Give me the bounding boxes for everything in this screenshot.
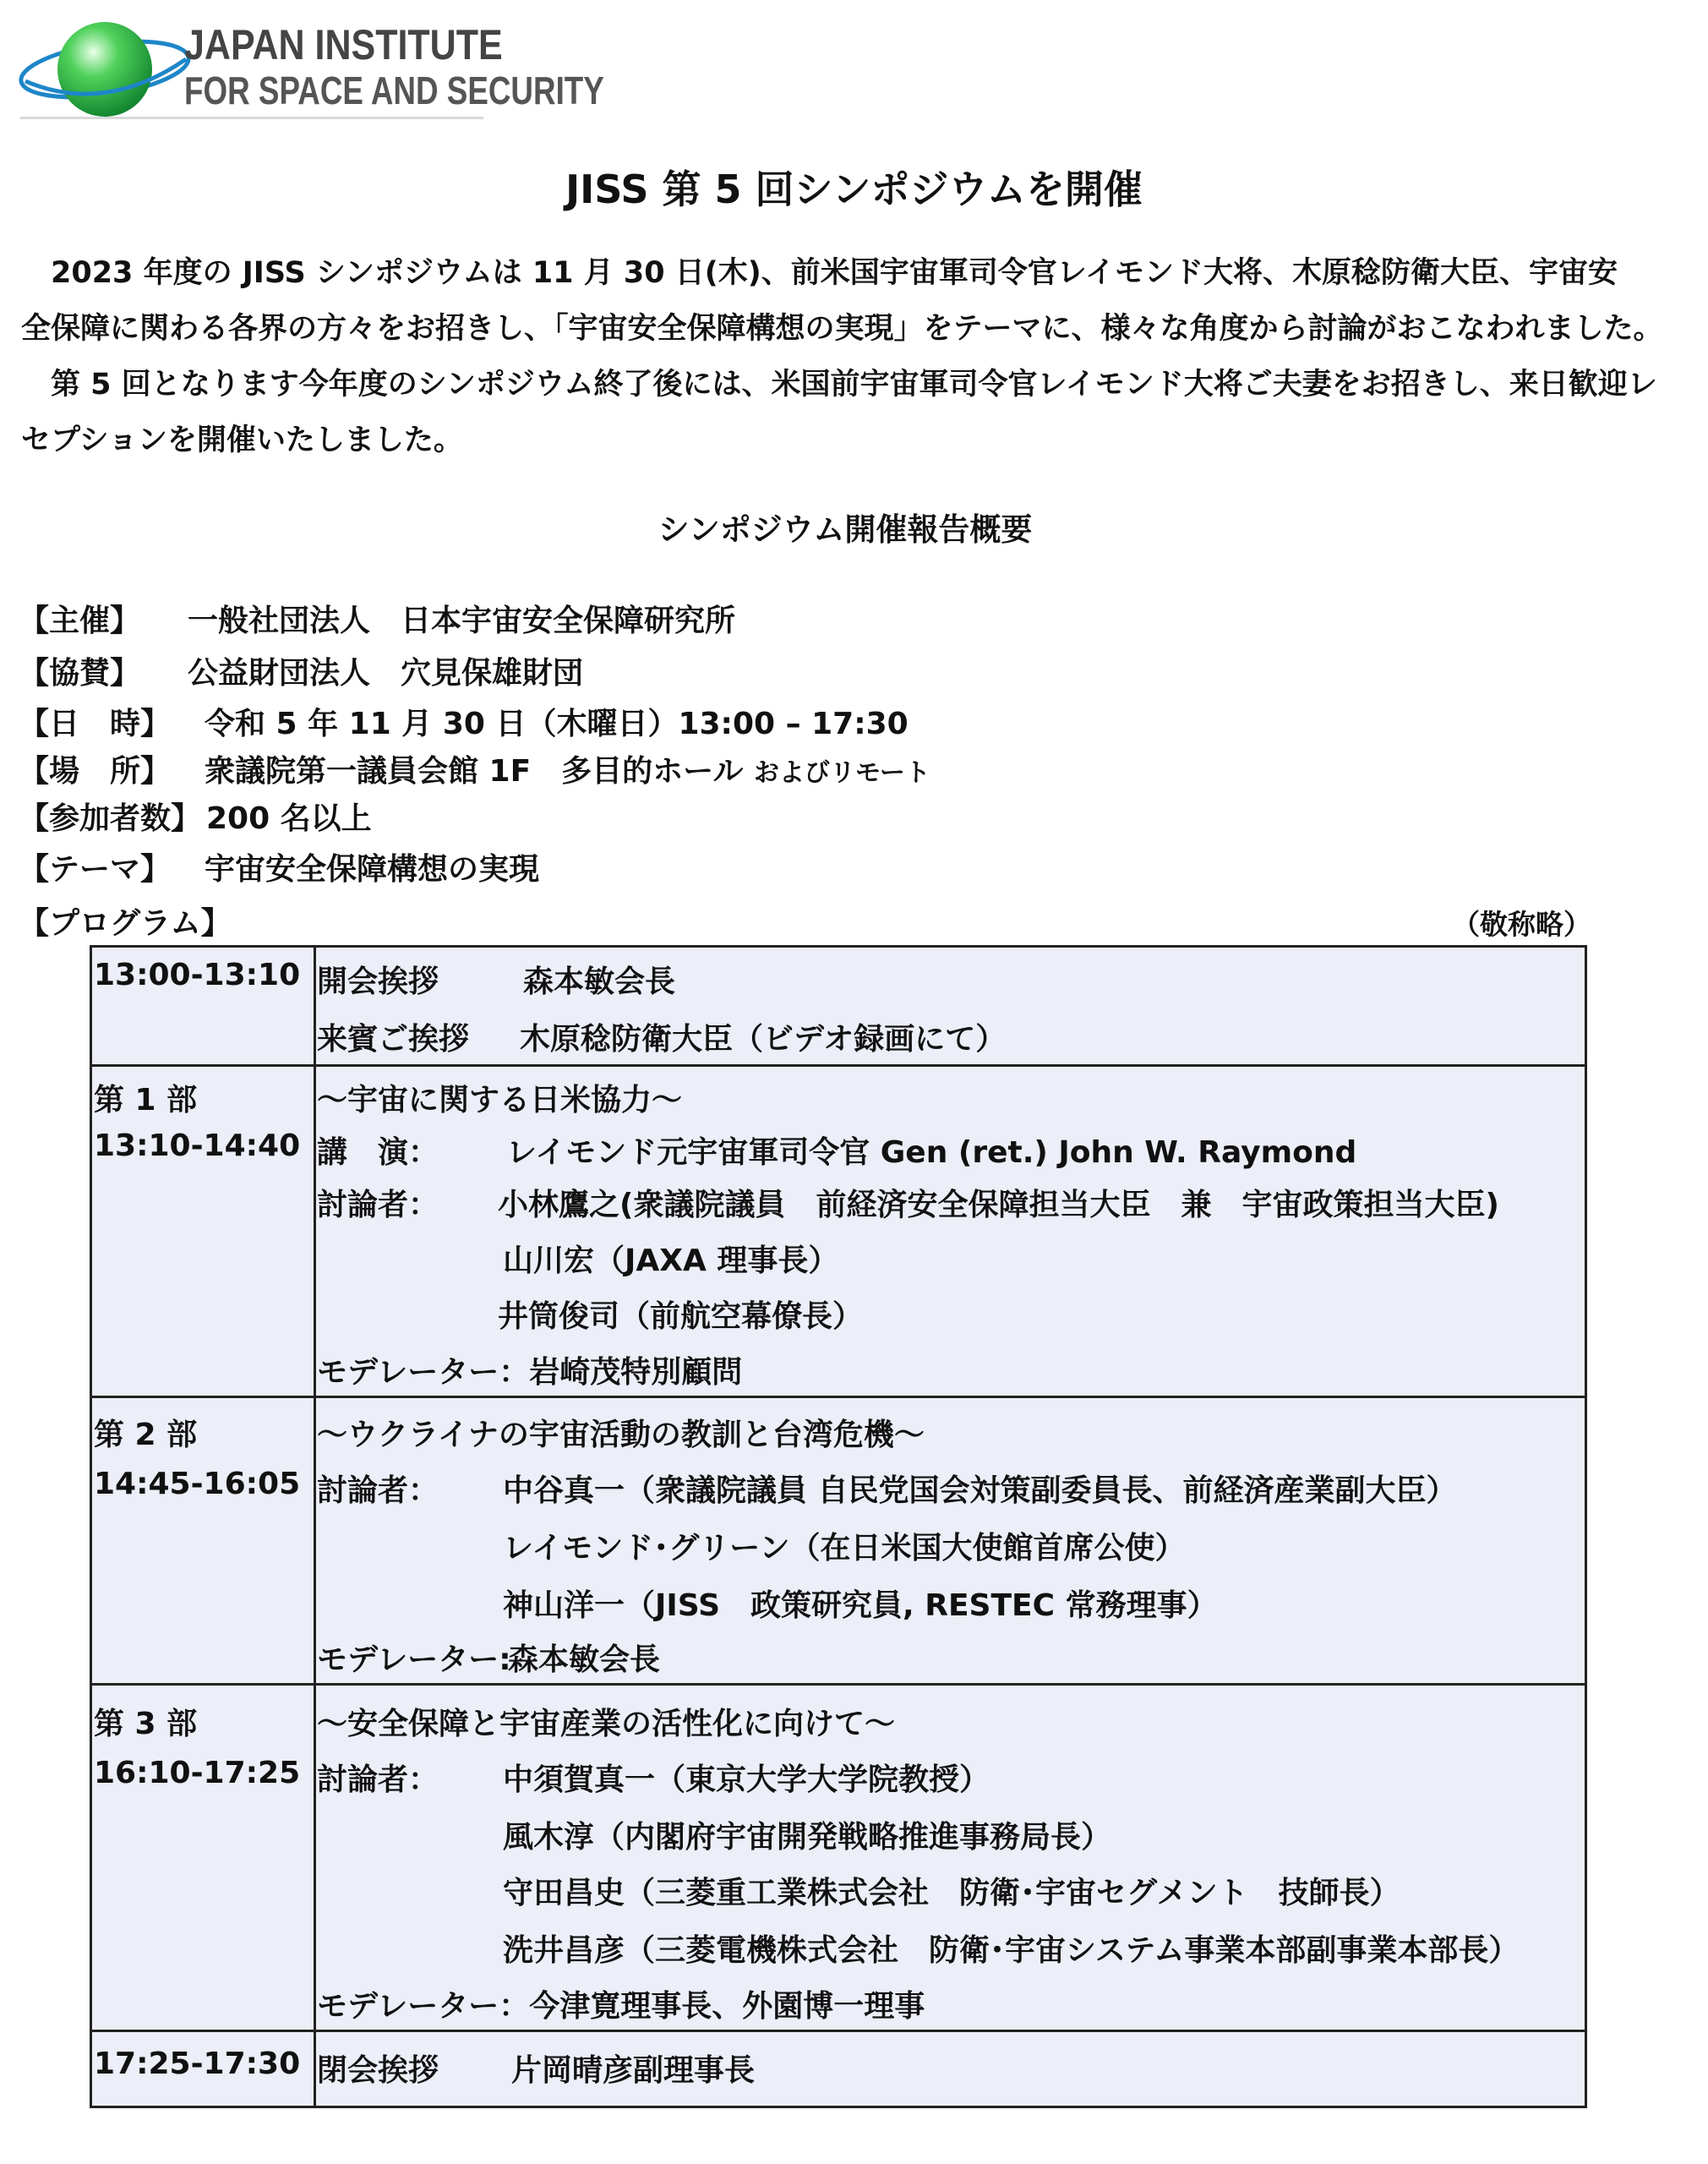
program-speaker: 井筒俊司（前航空幕僚長）	[498, 1299, 864, 1334]
report-summary-heading: シンポジウム開催報告概要	[658, 511, 1033, 548]
info-value	[205, 747, 930, 790]
info-value: 一般社団法人 日本宇宙安全保障研究所	[188, 604, 736, 638]
logo-text-line1: JAPAN INSTITUTE	[184, 21, 503, 68]
program-time: 13:00-13:10	[94, 958, 301, 992]
logo-text-line2: FOR SPACE AND SECURITY	[184, 68, 604, 112]
logo-underline	[20, 117, 483, 119]
program-speaker: 小林鷹之(衆議院議員 前経済安全保障担当大臣 兼 宇宙政策担当大臣)	[498, 1188, 1499, 1222]
program-speaker: 山川宏（JAXA 理事長）	[503, 1243, 839, 1278]
program-speaker: 守田昌史（三菱重工業株式会社 防衛･宇宙セグメント 技師長）	[503, 1876, 1400, 1910]
info-label: 【協賛】	[19, 656, 141, 691]
program-time: 14:45-16:05	[94, 1467, 301, 1501]
intro-paragraph-2	[21, 357, 1688, 468]
info-label: 【日 時】	[19, 707, 172, 741]
info-row-organizer	[19, 597, 736, 640]
program-part-label: 第 3 部	[94, 1707, 198, 1741]
program-moderator: 森本敏会長	[508, 1642, 661, 1677]
paragraph-line: 第 5 回となります今年度のシンポジウム終了後には、米国前宇宙軍司令官レイモンド大将ご夫妻をお招きし、来日歓迎レ	[21, 368, 1657, 402]
program-moderator: モデレーター：岩崎茂特別顧問	[317, 1355, 743, 1390]
info-label: 【場 所】	[19, 754, 172, 789]
venue-text: 衆議院第一議員会館 1F 多目的ホール	[205, 754, 744, 789]
program-speaker: 中谷真一（衆議院議員 自民党国会対策副委員長、前経済産業副大臣）	[503, 1473, 1457, 1508]
info-value: 令和 5 年 11 月 30 日（木曜日）13:00 – 17:30	[205, 707, 909, 741]
program-moderator: モデレーター：今津寛理事長、外園博一理事	[317, 1989, 925, 2024]
program-role: モデレーター:	[317, 1642, 511, 1677]
paragraph-line: セプションを開催いたしました。	[21, 424, 463, 457]
info-label: 【主催】	[19, 604, 141, 638]
program-speaker: 洗井昌彦（三菱電機株式会社 防衛･宇宙システム事業本部副事業本部長）	[503, 1933, 1520, 1968]
honorifics-omitted-note: （敬称略）	[1452, 908, 1591, 941]
program-table	[90, 945, 1587, 2108]
info-label: 【テーマ】	[19, 852, 172, 887]
info-row-sponsor	[19, 649, 584, 692]
program-speaker: レイモンド元宇宙軍司令官 Gen (ret.) John W. Raymond	[506, 1135, 1357, 1170]
row-divider	[92, 1064, 1585, 1067]
program-role: 開会挨拶	[317, 965, 439, 999]
row-divider	[92, 2030, 1585, 2032]
program-role: 討論者：	[317, 1762, 439, 1797]
intro-paragraph-1	[21, 245, 1688, 357]
program-speaker: レイモンド･グリーン（在日米国大使館首席公使）	[503, 1531, 1186, 1566]
info-value: 宇宙安全保障構想の実現	[205, 852, 540, 887]
row-divider	[92, 1396, 1585, 1398]
info-value: 公益財団法人 穴見保雄財団	[188, 656, 584, 691]
info-row-theme	[19, 845, 540, 888]
program-time: 17:25-17:30	[94, 2047, 301, 2081]
program-role: 討論者：	[317, 1473, 439, 1508]
program-role: 閉会挨拶	[317, 2053, 439, 2088]
row-divider	[92, 1683, 1585, 1686]
globe-icon	[17, 15, 194, 125]
program-session-theme: ～宇宙に関する日米協力～	[317, 1083, 683, 1118]
program-session-theme: ～安全保障と宇宙産業の活性化に向けて～	[317, 1707, 896, 1741]
info-row-program	[19, 899, 232, 943]
program-speaker: 木原稔防衛大臣（ビデオ録画にて）	[520, 1022, 1007, 1057]
program-time: 13:10-14:40	[94, 1128, 301, 1163]
program-part-label: 第 2 部	[94, 1418, 198, 1452]
program-time: 16:10-17:25	[94, 1756, 301, 1790]
program-session-theme: ～ウクライナの宇宙活動の教訓と台湾危機～	[317, 1418, 925, 1452]
program-speaker: 風木淳（内閣府宇宙開発戦略推進事務局長）	[503, 1820, 1112, 1855]
venue-remote-text: およびリモート	[754, 758, 930, 788]
info-row-attendees	[19, 795, 372, 838]
program-speaker: 片岡晴彦副理事長	[511, 2053, 756, 2088]
info-value: 200 名以上	[206, 801, 372, 836]
program-part-label: 第 1 部	[94, 1083, 198, 1118]
paragraph-line: 全保障に関わる各界の方々をお招きし、「宇宙安全保障構想の実現」をテーマに、様々な角度から討論がおこなわれました。	[21, 312, 1663, 346]
column-divider	[314, 948, 316, 2106]
program-role: 討論者：	[317, 1188, 439, 1222]
program-speaker: 神山洋一（JISS 政策研究員, RESTEC 常務理事）	[503, 1588, 1218, 1623]
paragraph-line: 2023 年度の JISS シンポジウムは 11 月 30 日(木)、前米国宇宙軍司令官レイモンド大将、木原稔防衛大臣、宇宙安	[21, 256, 1618, 290]
info-row-datetime	[19, 700, 909, 743]
info-label: 【プログラム】	[19, 906, 232, 941]
program-role: 来賓ご挨拶	[317, 1022, 470, 1057]
page-title: JISS 第 5 回シンポジウムを開催	[565, 167, 1143, 212]
info-row-venue	[19, 747, 930, 790]
program-role: 講 演：	[317, 1135, 439, 1170]
program-speaker: 森本敏会長	[523, 965, 676, 999]
program-speaker: 中須賀真一（東京大学大学院教授）	[503, 1762, 990, 1797]
info-label: 【参加者数】	[19, 801, 202, 836]
